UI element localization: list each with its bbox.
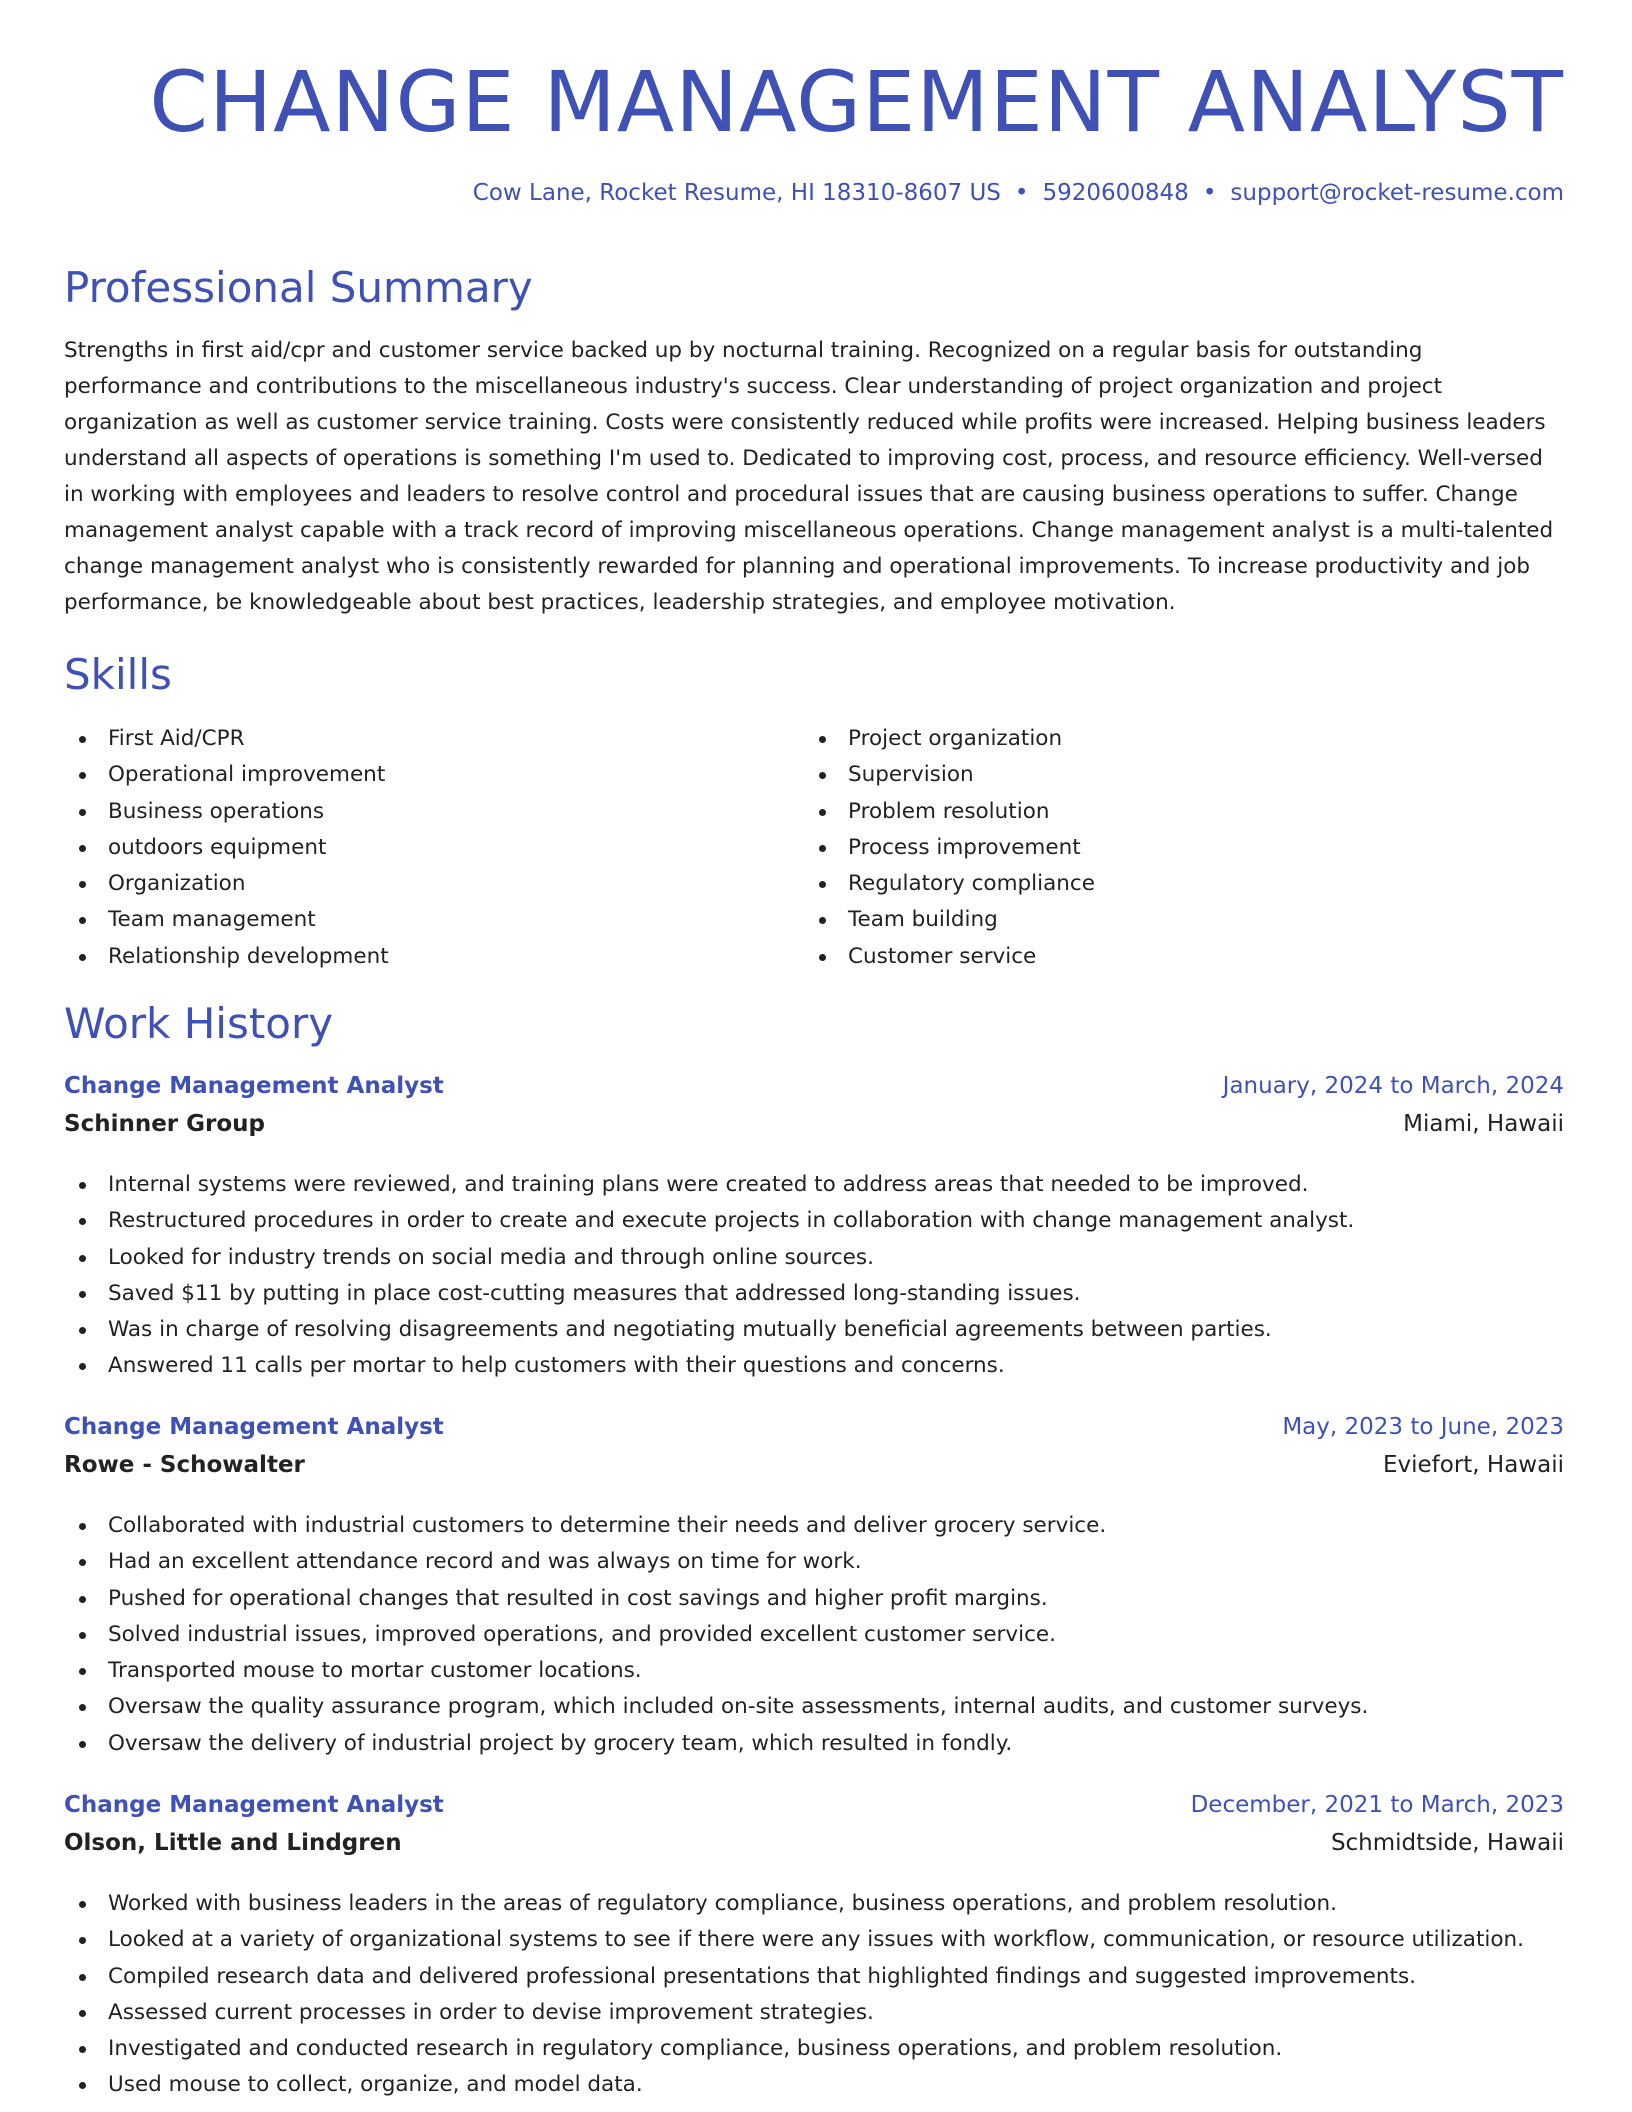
job-company: Schinner Group — [64, 1111, 266, 1137]
skill-item: Process improvement — [804, 830, 1504, 866]
skill-item: Business operations — [64, 794, 764, 830]
job-entry — [64, 1073, 1564, 1385]
job-title: Change Management Analyst — [64, 1073, 444, 1099]
job-company: Rowe - Schowalter — [64, 1452, 305, 1478]
job-location: Eviefort, Hawaii — [1382, 1452, 1564, 1478]
job-location: Schmidtside, Hawaii — [1330, 1830, 1564, 1856]
skill-item: Operational improvement — [64, 757, 764, 793]
skill-item: outdoors equipment — [64, 830, 764, 866]
skill-item: Relationship development — [64, 939, 764, 975]
job-duty: Worked with business leaders in the areas of regulatory compliance, business operations, and problem resolution. — [64, 1886, 1564, 1922]
skills-list-right — [804, 721, 1504, 975]
contact-email: support@rocket-resume.com — [1230, 180, 1564, 206]
summary-text: Strengths in first aid/cpr and customer service backed up by nocturnal training. Recognized on a regular basis for outstanding performance and contributions to the miscellaneous industry's success. Clear understanding of project organization and project organization as well as customer service training. Costs were consistently reduced while profits were increased. Helping business leaders understand all aspects of operations is something I'm used to. Dedicated to improving cost, process, and resource efficiency. Well-versed in working with employees and leaders to resolve control and procedural issues that are causing business operations to suffer. Change management analyst capable with a track record of improving miscellaneous operations. Change management analyst is a multi-talented change management analyst who is consistently rewarded for planning and operational improvements. To increase productivity and job performance, be knowledgeable about best practices, leadership strategies, and employee motivation. — [64, 338, 1554, 615]
page-title: CHANGE MANAGEMENT ANALYST — [149, 53, 1564, 151]
job-dates: December, 2021 to March, 2023 — [1190, 1792, 1564, 1818]
contact-phone: 5920600848 — [1042, 180, 1189, 206]
skill-item: Team building — [804, 902, 1504, 938]
job-duty: Saved $11 by putting in place cost-cutting measures that addressed long-standing issues. — [64, 1276, 1564, 1312]
skill-item: Problem resolution — [804, 794, 1504, 830]
job-duties-list — [64, 1167, 1564, 1385]
job-duty: Oversaw the quality assurance program, which included on-site assessments, internal audits, and customer surveys. — [64, 1689, 1564, 1725]
skill-item: Project organization — [804, 721, 1504, 757]
job-duty: Looked at a variety of organizational systems to see if there were any issues with workflow, communication, or resource utilization. — [64, 1922, 1564, 1958]
skill-item: Team management — [64, 902, 764, 938]
skills-column-left — [64, 721, 764, 975]
job-company: Olson, Little and Lindgren — [64, 1830, 402, 1856]
skills-list-left — [64, 721, 764, 975]
job-dates: May, 2023 to June, 2023 — [1282, 1414, 1564, 1440]
job-entry — [64, 1792, 1564, 2104]
job-duty: Compiled research data and delivered professional presentations that highlighted findings and suggested improvements. — [64, 1959, 1564, 1995]
job-duty: Pushed for operational changes that resulted in cost savings and higher profit margins. — [64, 1581, 1564, 1617]
skill-item: Customer service — [804, 939, 1504, 975]
skill-item: Regulatory compliance — [804, 866, 1504, 902]
job-duty: Investigated and conducted research in regulatory compliance, business operations, and problem resolution. — [64, 2031, 1564, 2067]
job-duty: Had an excellent attendance record and was always on time for work. — [64, 1544, 1564, 1580]
section-title-summary: Professional Summary — [64, 263, 533, 312]
job-duty: Collaborated with industrial customers to determine their needs and deliver grocery service. — [64, 1508, 1564, 1544]
job-title: Change Management Analyst — [64, 1792, 444, 1818]
job-dates: January, 2024 to March, 2024 — [1222, 1073, 1564, 1099]
job-location: Miami, Hawaii — [1403, 1111, 1564, 1137]
job-duty: Answered 11 calls per mortar to help customers with their questions and concerns. — [64, 1348, 1564, 1384]
job-duties-list — [64, 1886, 1564, 2104]
job-entry — [64, 1414, 1564, 1762]
contact-separator: • — [1014, 180, 1029, 206]
contact-address: Cow Lane, Rocket Resume, HI 18310-8607 US — [472, 180, 1001, 206]
job-title: Change Management Analyst — [64, 1414, 444, 1440]
skill-item: Supervision — [804, 757, 1504, 793]
job-duty: Internal systems were reviewed, and training plans were created to address areas that needed to be improved. — [64, 1167, 1564, 1203]
skill-item: First Aid/CPR — [64, 721, 764, 757]
job-duty: Used mouse to collect, organize, and model data. — [64, 2067, 1564, 2103]
job-duty: Solved industrial issues, improved operations, and provided excellent customer service. — [64, 1617, 1564, 1653]
job-duty: Restructured procedures in order to create and execute projects in collaboration with change management analyst. — [64, 1203, 1564, 1239]
contact-line — [64, 178, 1564, 208]
job-duty: Assessed current processes in order to devise improvement strategies. — [64, 1995, 1564, 2031]
job-duty: Oversaw the delivery of industrial project by grocery team, which resulted in fondly. — [64, 1726, 1564, 1762]
job-duties-list — [64, 1508, 1564, 1762]
job-duty: Transported mouse to mortar customer locations. — [64, 1653, 1564, 1689]
job-duty: Was in charge of resolving disagreements and negotiating mutually beneficial agreements between parties. — [64, 1312, 1564, 1348]
skills-column-right — [804, 721, 1504, 975]
section-title-work-history: Work History — [64, 999, 334, 1048]
contact-separator: • — [1202, 180, 1217, 206]
skill-item: Organization — [64, 866, 764, 902]
job-duty: Looked for industry trends on social media and through online sources. — [64, 1240, 1564, 1276]
resume-page — [64, 0, 1564, 2098]
section-title-skills: Skills — [64, 650, 172, 699]
